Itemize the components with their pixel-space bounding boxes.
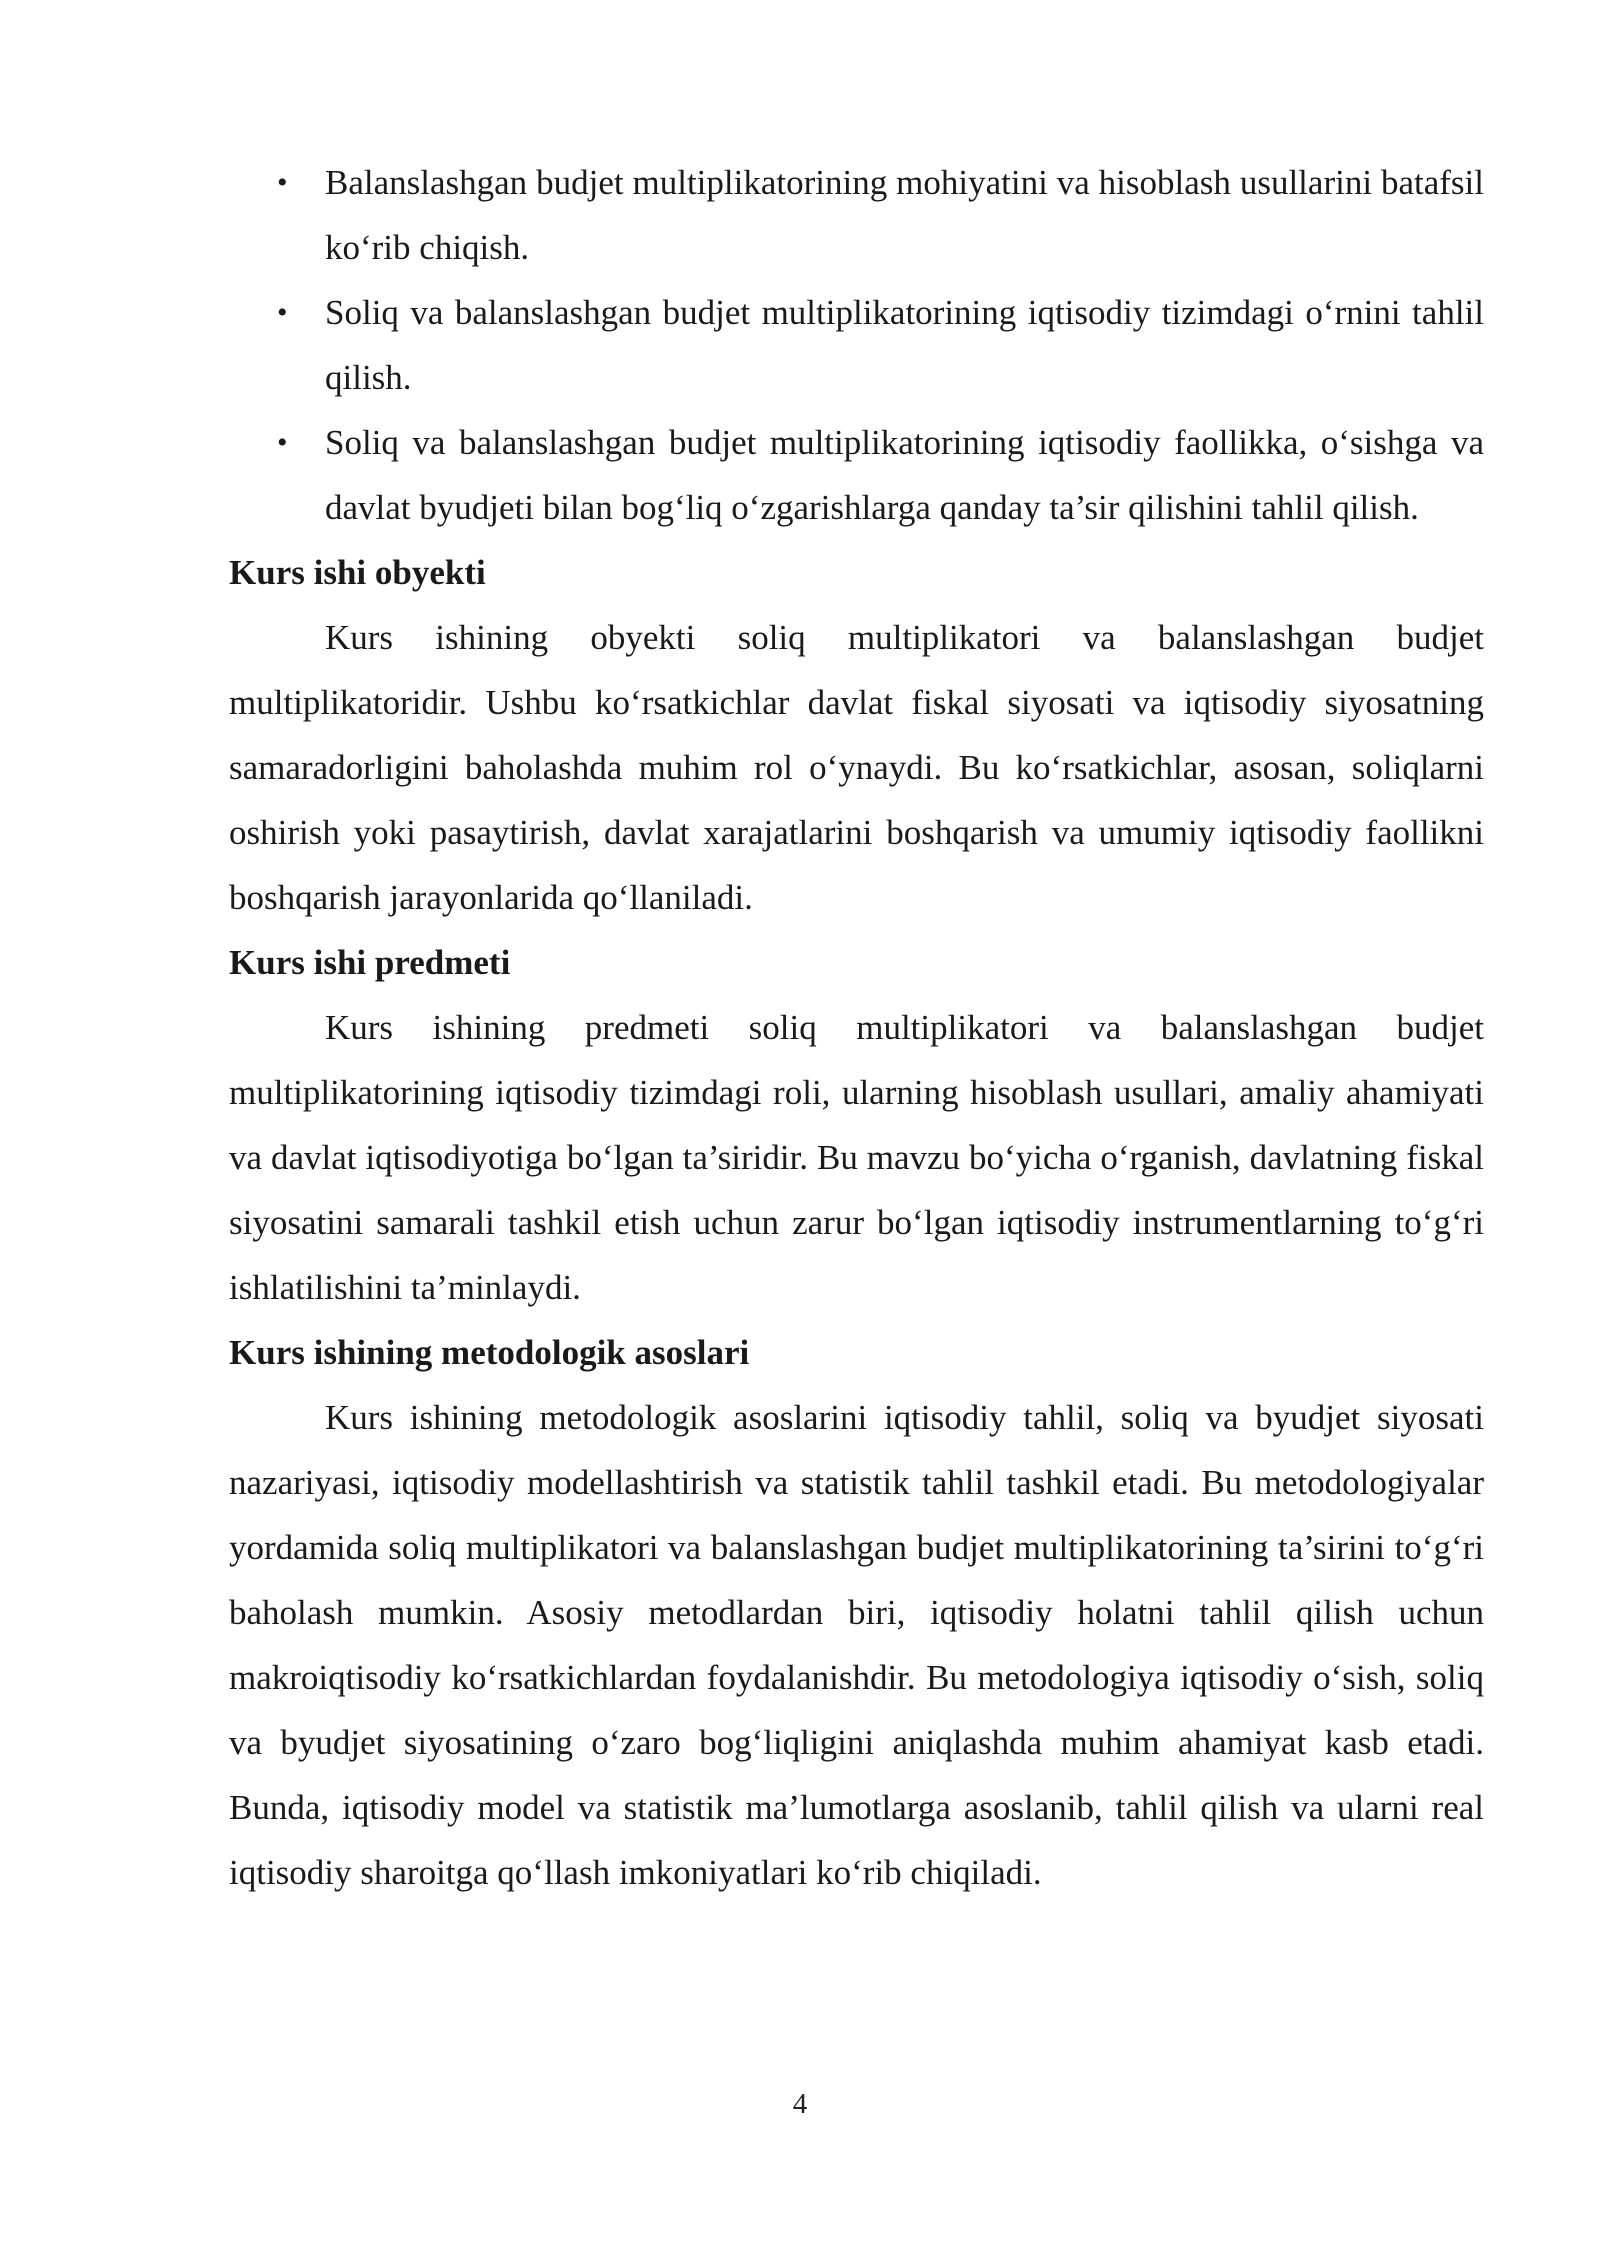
section-paragraph-object: Kurs ishining obyekti soliq multiplikatori va balanslashgan budjet multiplikatoridir. Ushbu ko‘rsatkichlar davlat fiskal siyosati va iqtisodiy siyosatning samaradorligini baholashda muhim rol o‘ynaydi. Bu ko‘rsatkichlar, asosan, soliqlarni oshirish yoki pasaytirish, davlat xarajatlarini boshqarish va umumiy iqtisodiy faollikni boshqarish jarayonlarida qo‘llaniladi. [229, 618, 1484, 917]
document-page [229, 150, 1484, 1905]
section-paragraph-methodology: Kurs ishining metodologik asoslarini iqtisodiy tahlil, soliq va byudjet siyosati nazariyasi, iqtisodiy modellashtirish va statistik tahlil tashkil etadi. Bu metodologiyalar yordamida soliq multiplikatori va balanslashgan budjet multiplikatorining ta’sirini to‘g‘ri baholash mumkin. Asosiy metodlardan biri, iqtisodiy holatni tahlil qilish uchun makroiqtisodiy ko‘rsatkichlardan foydalanishdir. Bu metodologiya iqtisodiy o‘sish, soliq va byudjet siyosatining o‘zaro bog‘liqligini aniqlashda muhim ahamiyat kasb etadi. Bunda, iqtisodiy model va statistik ma’lumotlarga asoslanib, tahlil qilish va ularni real iqtisodiy sharoitga qo‘llash imkoniyatlari ko‘rib chiqiladi. [229, 1398, 1484, 1892]
list-item [229, 150, 1484, 280]
section-heading-subject: Kurs ishi predmeti [229, 943, 511, 982]
list-item-text: Balanslashgan budjet multiplikatorining mohiyatini va hisoblash usullarini batafsil ko‘rib chiqish. [325, 163, 1484, 267]
list-item-text: Soliq va balanslashgan budjet multiplikatorining iqtisodiy faollikka, o‘sishga va davlat byudjeti bilan bog‘liq o‘zgarishlarga qanday ta’sir qilishini tahlil qilish. [325, 423, 1484, 527]
section-paragraph-subject: Kurs ishining predmeti soliq multiplikatori va balanslashgan budjet multiplikatorining iqtisodiy tizimdagi roli, ularning hisoblash usullari, amaliy ahamiyati va davlat iqtisodiyotiga bo‘lgan ta’siridir. Bu mavzu bo‘yicha o‘rganish, davlatning fiskal siyosatini samarali tashkil etish uchun zarur bo‘lgan iqtisodiy instrumentlarning to‘g‘ri ishlatilishini ta’minlaydi. [229, 1008, 1484, 1307]
bullet-icon: • [277, 426, 288, 459]
objectives-list [229, 150, 1484, 540]
section-heading-object: Kurs ishi obyekti [229, 553, 486, 592]
page-number: 4 [792, 2088, 808, 2120]
section-heading-methodology: Kurs ishining metodologik asoslari [229, 1333, 750, 1372]
list-item-text: Soliq va balanslashgan budjet multiplikatorining iqtisodiy tizimdagi o‘rnini tahlil qilish. [325, 293, 1484, 397]
list-item [229, 410, 1484, 540]
bullet-icon: • [277, 166, 288, 199]
bullet-icon: • [277, 296, 288, 329]
list-item [229, 280, 1484, 410]
